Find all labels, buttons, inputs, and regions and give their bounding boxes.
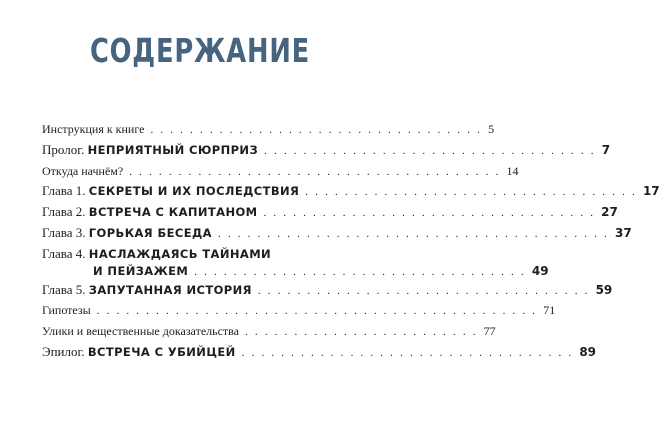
leader-dots: . . . . . . . . . . . . . . . . . . . . . . . . . . . . . . . . . . bbox=[150, 124, 483, 136]
leader-dots: . . . . . . . . . . . . . . . . . . . . . . . . . . . . . . . . . . bbox=[263, 207, 596, 219]
toc-entry-label: Улики и вещественные доказательства bbox=[42, 324, 240, 338]
leader-dots: . . . . . . . . . . . . . . . . . . . . . . . . . . . . . . . . . . . . . . . . . . . . . bbox=[96, 305, 538, 317]
toc-entry-prefix: Глава 4. bbox=[42, 246, 89, 261]
toc-entry-page: 7 bbox=[601, 143, 611, 157]
toc-entry-chapter-1[interactable] bbox=[42, 183, 660, 200]
toc-entry-page: 5 bbox=[488, 122, 495, 136]
toc-entry-title: НАСЛАЖДАЯСЬ ТАЙНАМИ bbox=[88, 247, 272, 261]
toc-entry-page: 89 bbox=[579, 345, 597, 359]
leader-dots: . . . . . . . . . . . . . . . . . . . . . . . . . . . . . . . . . . bbox=[257, 285, 590, 297]
toc-entry-prefix: Глава 5. bbox=[42, 282, 89, 297]
toc-entry-chapter-3[interactable] bbox=[42, 225, 632, 242]
toc-entry-page: 71 bbox=[543, 303, 556, 317]
toc-entry-page: 27 bbox=[601, 205, 618, 219]
toc-entry-chapter-4[interactable] bbox=[42, 245, 549, 280]
toc-entry-page: 17 bbox=[642, 184, 660, 198]
toc-entry-epilogue[interactable] bbox=[42, 344, 597, 361]
leader-dots: . . . . . . . . . . . . . . . . . . . . . . . . . . . . . . . . . . bbox=[264, 145, 596, 157]
toc-entry-prefix: Глава 3. bbox=[42, 225, 89, 240]
toc-entry-title-continued: И ПЕЙЗАЖЕМ bbox=[93, 264, 189, 278]
leader-dots: . . . . . . . . . . . . . . . . . . . . . . . . bbox=[245, 326, 478, 338]
leader-dots: . . . . . . . . . . . . . . . . . . . . . . . . . . . . . . . . . . bbox=[241, 347, 574, 359]
toc-entry-label: Инструкция к книге bbox=[42, 122, 145, 136]
toc-entry-title: НЕПРИЯТНЫЙ СЮРПРИЗ bbox=[87, 143, 259, 157]
toc-entry-page: 37 bbox=[614, 226, 632, 240]
toc-entry-page: 14 bbox=[506, 164, 519, 178]
toc-entry-chapter-5[interactable] bbox=[42, 282, 613, 299]
toc-entry-title: ВСТРЕЧА С КАПИТАНОМ bbox=[88, 205, 258, 219]
toc-entry-chapter-2[interactable] bbox=[42, 204, 618, 221]
toc-entry-title: ВСТРЕЧА С УБИЙЦЕЙ bbox=[87, 345, 236, 359]
toc-entry-title: СЕКРЕТЫ И ИХ ПОСЛЕДСТВИЯ bbox=[88, 184, 300, 198]
page-title: СОДЕРЖАНИЕ bbox=[89, 31, 311, 70]
toc-entry-page: 77 bbox=[483, 324, 496, 338]
toc-entry-prologue[interactable] bbox=[42, 142, 611, 159]
toc-entry-instructions[interactable] bbox=[42, 121, 495, 138]
toc-entry-page: 49 bbox=[531, 264, 549, 278]
toc-entry-evidence[interactable] bbox=[42, 323, 496, 340]
toc-entry-title: ЗАПУТАННАЯ ИСТОРИЯ bbox=[88, 283, 252, 297]
toc-entry-prefix: Пролог. bbox=[42, 142, 88, 157]
toc-entry-prefix: Глава 1. bbox=[42, 183, 89, 198]
toc-entry-where-to-start[interactable] bbox=[42, 163, 519, 180]
toc-entry-page: 59 bbox=[595, 283, 613, 297]
leader-dots: . . . . . . . . . . . . . . . . . . . . . . . . . . . . . . . . . . . . . . bbox=[129, 166, 501, 178]
toc-entry-title: ГОРЬКАЯ БЕСЕДА bbox=[88, 226, 212, 240]
toc-entry-prefix: Глава 2. bbox=[42, 204, 89, 219]
toc-entry-prefix: Эпилог. bbox=[42, 344, 88, 359]
leader-dots: . . . . . . . . . . . . . . . . . . . . . . . . . . . . . . . . . . . . . . . . bbox=[217, 228, 609, 240]
toc-entry-label: Гипотезы bbox=[42, 303, 91, 317]
leader-dots: . . . . . . . . . . . . . . . . . . . . . . . . . . . . . . . . . . bbox=[305, 186, 637, 198]
leader-dots: . . . . . . . . . . . . . . . . . . . . . . . . . . . . . . . . . . bbox=[194, 266, 526, 278]
toc-entry-label: Откуда начнём? bbox=[42, 164, 124, 178]
toc-entry-hypotheses[interactable] bbox=[42, 302, 556, 319]
